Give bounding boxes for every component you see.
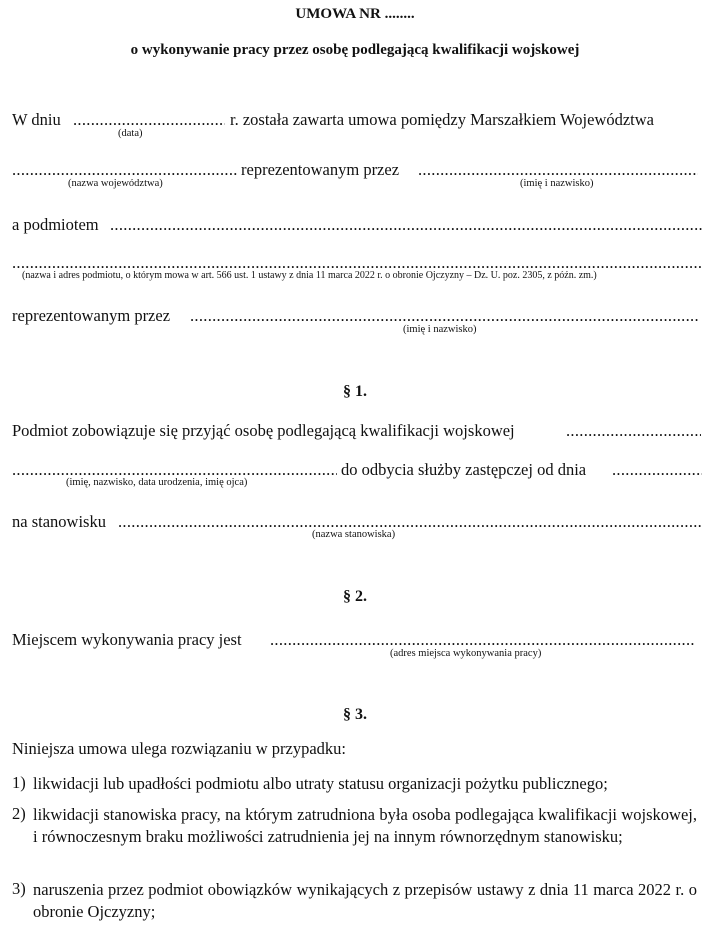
workplace-field-dots	[270, 630, 695, 650]
list-item: likwidacji lub upadłości podmiotu albo utraty statusu organizacji pożytku publicznego;	[33, 774, 608, 793]
section2-line1: Miejscem wykonywania pracy jest	[12, 630, 242, 649]
label-place: (adres miejsca wykonywania pracy)	[390, 648, 542, 659]
section1-line2: do odbycia służby zastępczej od dnia	[341, 460, 587, 479]
intro-represented-by: reprezentowanym przez	[241, 160, 400, 179]
list-item-number: 3)	[12, 879, 26, 898]
voivodeship-field-dots	[12, 160, 237, 180]
list-item-number: 1)	[12, 773, 26, 792]
position-field-dots	[118, 512, 702, 532]
entity-field-dots	[110, 215, 702, 235]
list-item: likwidacji stanowiska pracy, na którym zatrudniona była osoba podlegająca kwalifikacji wojskowej, i równoczesnym braku możliwości zatrudnienia jej na innym równorzędnym stanowisku;	[33, 805, 697, 846]
document-title: UMOWA NR ........	[295, 6, 415, 22]
start-date-field-dots	[612, 460, 702, 480]
section2-heading: § 2.	[343, 588, 367, 605]
label-date: (data)	[118, 128, 143, 139]
intro-line1-suffix: r. została zawarta umowa pomiędzy Marszałkiem Województwa	[230, 110, 655, 129]
document-subtitle: o wykonywanie pracy przez osobę podlegającą kwalifikacji wojskowej	[130, 42, 580, 58]
section3-heading: § 3.	[343, 706, 367, 723]
list-item-number: 2)	[12, 804, 26, 823]
name2-field-dots	[190, 306, 700, 326]
label-voivodeship: (nazwa województwa)	[68, 178, 163, 189]
qualifying-person-dots	[566, 421, 701, 441]
label-position: (nazwa stanowiska)	[312, 529, 396, 540]
label-name2: (imię i nazwisko)	[403, 324, 477, 335]
section1-heading: § 1.	[343, 383, 367, 400]
list-item: naruszenia przez podmiot obowiązków wynikających z przepisów ustawy z dnia 11 marca 2022 r. o obronie Ojczyzny;	[33, 880, 697, 921]
intro-represented-by-2: reprezentowanym przez	[12, 306, 171, 325]
label-person: (imię, nazwisko, data urodzenia, imię ojca)	[66, 477, 248, 488]
section1-line1: Podmiot zobowiązuje się przyjąć osobę podlegającą kwalifikacji wojskowej	[12, 421, 515, 440]
section1-position-prefix: na stanowisku	[12, 512, 106, 531]
section3-intro: Niniejsza umowa ulega rozwiązaniu w przypadku:	[12, 739, 347, 758]
label-name1: (imię i nazwisko)	[520, 178, 594, 189]
label-entity: (nazwa i adres podmiotu, o którym mowa w art. 566 ust. 1 ustawy z dnia 11 marca 2022 r. o obronie Ojczyzny – Dz. U. poz. 2305, z późn. zm.)	[22, 270, 597, 281]
intro-date-prefix: W dniu	[12, 110, 61, 129]
date-field-dots	[73, 110, 225, 130]
name1-field-dots	[418, 160, 698, 180]
intro-entity-prefix: a podmiotem	[12, 215, 99, 234]
